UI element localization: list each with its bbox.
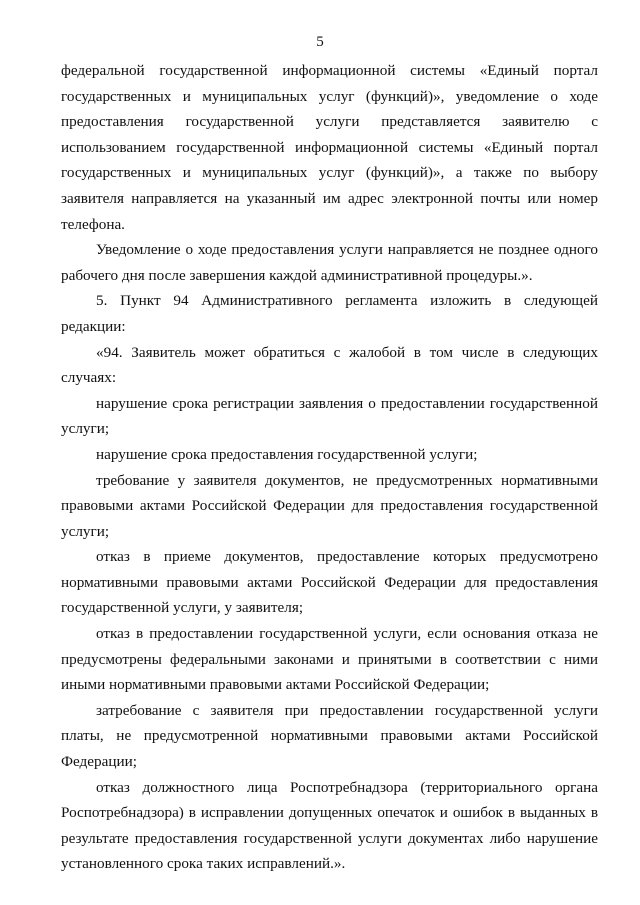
page-number: 5	[316, 34, 324, 50]
paragraph-case-refusal-acceptance: отказ в приеме документов, предоставление которых предусмотрено нормативными правовыми актами Российской Федерации для предоставления государственной услуги, у заявителя;	[61, 548, 598, 617]
paragraph-notification-deadline: Уведомление о ходе предоставления услуги направляется не позднее одного рабочего дня после завершения каждой административной процедуры.».	[61, 241, 598, 284]
paragraph-continuation: федеральной государственной информационной системы «Единый портал государственных и муниципальных услуг (функций)», уведомление о ходе предоставления государственной услуги представляется заявителю с использованием государственной информационной системы «Единый портал государственных и муниципальных услуг (функций)», а также по выбору заявителя направляется на указанный им адрес электронной почты или номер телефона.	[61, 62, 598, 233]
paragraph-case-unlawful-fee: затребование с заявителя при предоставлении государственной услуги платы, не предусмотренной нормативными правовыми актами Российской Федерации;	[61, 701, 598, 771]
paragraph-case-registration-violation: нарушение срока регистрации заявления о предоставлении государственной услуги;	[61, 394, 598, 438]
paragraph-amendment-item-5: 5. Пункт 94 Административного регламента изложить в следующей редакции:	[61, 292, 598, 335]
paragraph-case-correction-refusal: отказ должностного лица Роспотребнадзора (территориального органа Роспотребнадзора) в исправлении допущенных опечаток и ошибок в выданных в результате предоставления государственной услуги документах либо нарушение установленного срока таких исправлений.».	[61, 778, 598, 873]
paragraph-item-94-intro: «94. Заявитель может обратиться с жалобой в том числе в следующих случаях:	[61, 343, 598, 387]
paragraph-case-refusal-service: отказ в предоставлении государственной услуги, если основания отказа не предусмотрены федеральными законами и принятыми в соответствии с ними иными нормативными правовыми актами Российской Федерации;	[61, 625, 598, 694]
paragraph-case-extra-documents: требование у заявителя документов, не предусмотренных нормативными правовыми актами Российской Федерации для предоставления государственной услуги;	[61, 471, 598, 540]
paragraph-case-service-term-violation: нарушение срока предоставления государственной услуги;	[96, 445, 478, 463]
document-body	[61, 58, 598, 877]
